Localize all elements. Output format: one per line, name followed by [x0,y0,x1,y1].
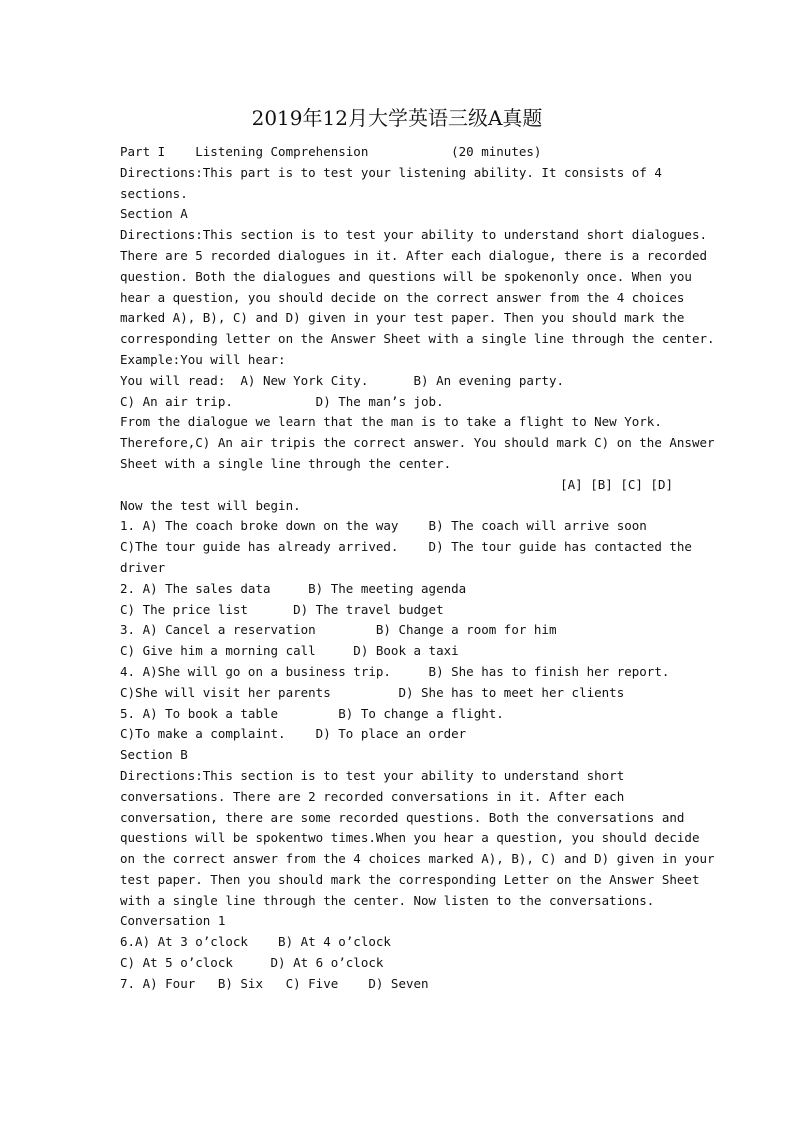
directions-text: test paper. Then you should mark the corresponding Letter on the Answer Sheet [120,871,700,887]
document-body [120,142,715,995]
question-4-choices: C)She will visit her parents D) She has to meet her clients [120,684,625,700]
example-text: Therefore,C) An air tripis the correct answer. You should mark C) on the Answer [120,435,715,451]
directions-text: Directions:This part is to test your listening ability. It consists of 4 [120,164,662,180]
question-3-choices: C) Give him a morning call D) Book a taxi [120,643,459,659]
question-2: 2. A) The sales data B) The meeting agenda [120,580,467,596]
directions-text: Directions:This section is to test your ability to understand short dialogues. [120,227,707,243]
part-heading: Part I Listening Comprehension (20 minutes) [120,144,542,159]
example-text: C) An air trip. D) The man’s job. [120,393,444,409]
question-7: 7. A) Four B) Six C) Five D) Seven [120,975,429,991]
directions-text: sections. [120,185,188,201]
directions-text: conversations. There are 2 recorded conversations in it. After each [120,788,625,804]
question-1-choices: driver [120,559,166,575]
question-6-choices: C) At 5 o’clock D) At 6 o’clock [120,955,384,971]
begin-text: Now the test will begin. [120,497,301,513]
directions-text: Directions:This section is to test your ability to understand short [120,767,625,783]
directions-text: hear a question, you should decide on the correct answer from the 4 choices [120,289,685,305]
example-text: From the dialogue we learn that the man is to take a flight to New York. [120,414,662,430]
conversation-heading: Conversation 1 [120,913,226,929]
directions-text: question. Both the dialogues and questions will be spokenonly once. When you [120,268,692,284]
page-title: 2019年12月大学英语三级A真题 [251,106,543,130]
directions-text: There are 5 recorded dialogues in it. After each dialogue, there is a recorded [120,247,707,263]
question-1: 1. A) The coach broke down on the way B) The coach will arrive soon [120,518,647,534]
question-1-choices: C)The tour guide has already arrived. D) The tour guide has contacted the [120,539,692,555]
question-6: 6.A) At 3 o’clock B) At 4 o’clock [120,934,391,950]
section-heading: Section B [120,747,188,763]
example-text: Sheet with a single line through the center. [120,455,452,471]
directions-text: on the correct answer from the 4 choices marked A), B), C) and D) given in your [120,851,715,867]
question-3: 3. A) Cancel a reservation B) Change a room for him [120,622,557,638]
question-5: 5. A) To book a table B) To change a flight. [120,705,504,721]
question-4: 4. A)She will go on a business trip. B) She has to finish her report. [120,663,670,679]
answer-sheet-sample: [A] [B] [C] [D] [560,476,673,492]
directions-text: conversation, there are some recorded questions. Both the conversations and [120,809,685,825]
example-text: You will read: A) New York City. B) An evening party. [120,372,565,388]
directions-text: marked A), B), C) and D) given in your test paper. Then you should mark the [120,310,685,326]
question-5-choices: C)To make a complaint. D) To place an order [120,726,467,742]
example-text: Example:You will hear: [120,351,286,367]
directions-text: corresponding letter on the Answer Sheet with a single line through the center. [120,331,715,347]
section-heading: Section A [120,206,188,222]
directions-text: with a single line through the center. Now listen to the conversations. [120,892,655,908]
directions-text: questions will be spokentwo times.When you hear a question, you should decide [120,830,700,846]
question-2-choices: C) The price list D) The travel budget [120,601,444,617]
